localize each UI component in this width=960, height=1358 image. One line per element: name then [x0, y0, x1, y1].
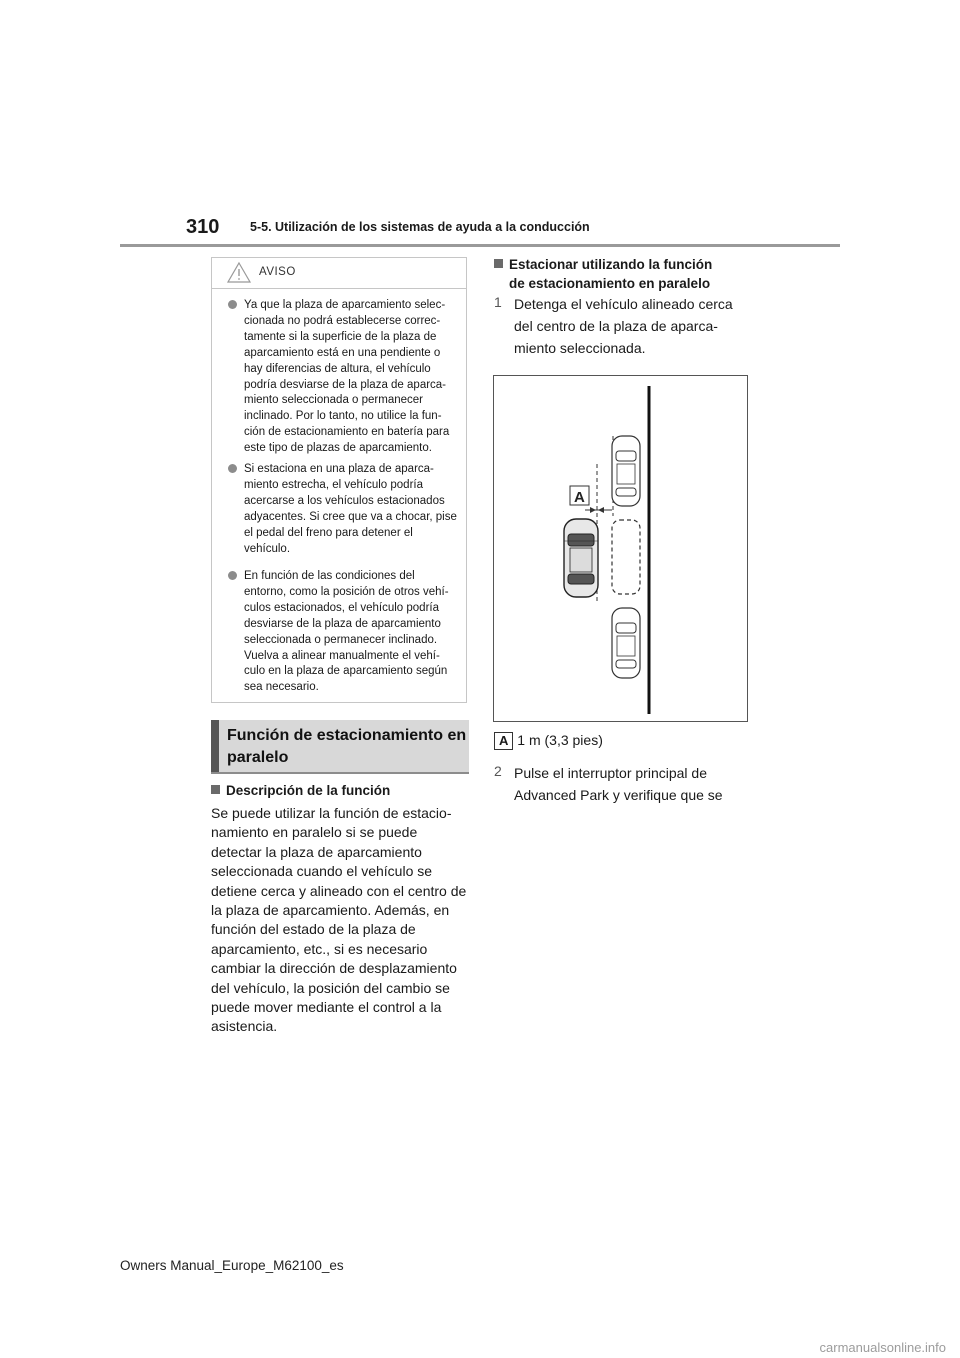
- step-text: Detenga el vehículo alineado cerca del centro de la plaza de aparca-miento seleccionada.: [514, 296, 733, 356]
- step-number: 1: [494, 294, 502, 310]
- dimension-arrow-right: [598, 507, 604, 513]
- warning-box: [211, 257, 467, 703]
- parked-car-bottom: [612, 608, 640, 678]
- warning-header: [212, 258, 466, 289]
- footer-text: Owners Manual_Europe_M62100_es: [120, 1258, 344, 1273]
- legend-label-a: A: [494, 732, 513, 750]
- warning-title: AVISO: [259, 266, 296, 278]
- parking-diagram-svg: [494, 376, 747, 721]
- section-heading: Función de estacionamiento en paralelo: [227, 727, 467, 766]
- square-bullet-icon: [211, 785, 220, 794]
- section-heading-bar: [211, 720, 219, 772]
- watermark: carmanualsonline.info: [819, 1340, 946, 1355]
- label-a: A: [574, 489, 585, 506]
- step-text: Pulse el interruptor principal de Advanced Park y verifique que se: [514, 765, 723, 803]
- header-rule: [120, 244, 840, 247]
- target-parking-space: [612, 520, 640, 594]
- legend-text: 1 m (3,3 pies): [517, 732, 603, 748]
- own-vehicle: [564, 519, 598, 597]
- warning-item: En función de las condiciones del entorno, como la posición de otros vehí-culos estacionados, el vehículo podría desviarse de la plaza de aparcamiento seleccionada o permanecer inclinado. Vuelva a alinear manualmente el vehí-culo en la plaza de aparcamiento según sea necesario.: [228, 569, 460, 696]
- bullet-dot-icon: [228, 571, 237, 580]
- step-1: [494, 294, 744, 359]
- bullet-dot-icon: [228, 300, 237, 309]
- step-2: [494, 763, 744, 807]
- warning-item: Si estaciona en una plaza de aparca-miento estrecha, el vehículo podría acercarse a los vehículos estacionados adyacentes. Si cree que va a chocar, pise el pedal del freno para detener el vehículo.: [228, 462, 460, 557]
- warning-triangle-icon: [226, 261, 252, 284]
- square-bullet-icon: [494, 259, 503, 268]
- step-number: 2: [494, 763, 502, 779]
- parking-diagram: [493, 375, 748, 722]
- description-heading: Descripción de la función: [211, 781, 390, 800]
- parked-car-top: [612, 436, 640, 506]
- section-title: 5-5. Utilización de los sistemas de ayuda a la conducción: [250, 220, 590, 234]
- page-number: 310: [186, 216, 220, 238]
- dimension-arrow-left: [590, 507, 596, 513]
- description-body: Se puede utilizar la función de estacio-namiento en paralelo si se puede detectar la plaza de aparcamiento seleccionada cuando el vehículo se detiene cerca y alineado con el centro de la plaza de aparcamiento. Además, en función del estado de la plaza de aparcamiento, etc., si es necesario cambiar la dirección de desplazamiento del vehículo, la posición del cambio se puede mover mediante el control a la asistencia.: [211, 805, 467, 1035]
- bullet-dot-icon: [228, 464, 237, 473]
- warning-item: Ya que la plaza de aparcamiento selec-cionada no podrá establecerse correc-tamente si la superficie de la plaza de aparcamiento está en una pendiente o hay diferencias de altura, el vehículo podría desviarse de la plaza de aparca-miento seleccionada o permanecer inclinado. Por lo tanto, no utilice la fun-ción de estacionamiento en batería para este tipo de plazas de aparcamiento.: [228, 298, 460, 457]
- parking-heading: Estacionar utilizando la función de estacionamiento en paralelo: [494, 255, 754, 293]
- diagram-legend: [494, 732, 603, 750]
- section-heading-box: [211, 720, 469, 774]
